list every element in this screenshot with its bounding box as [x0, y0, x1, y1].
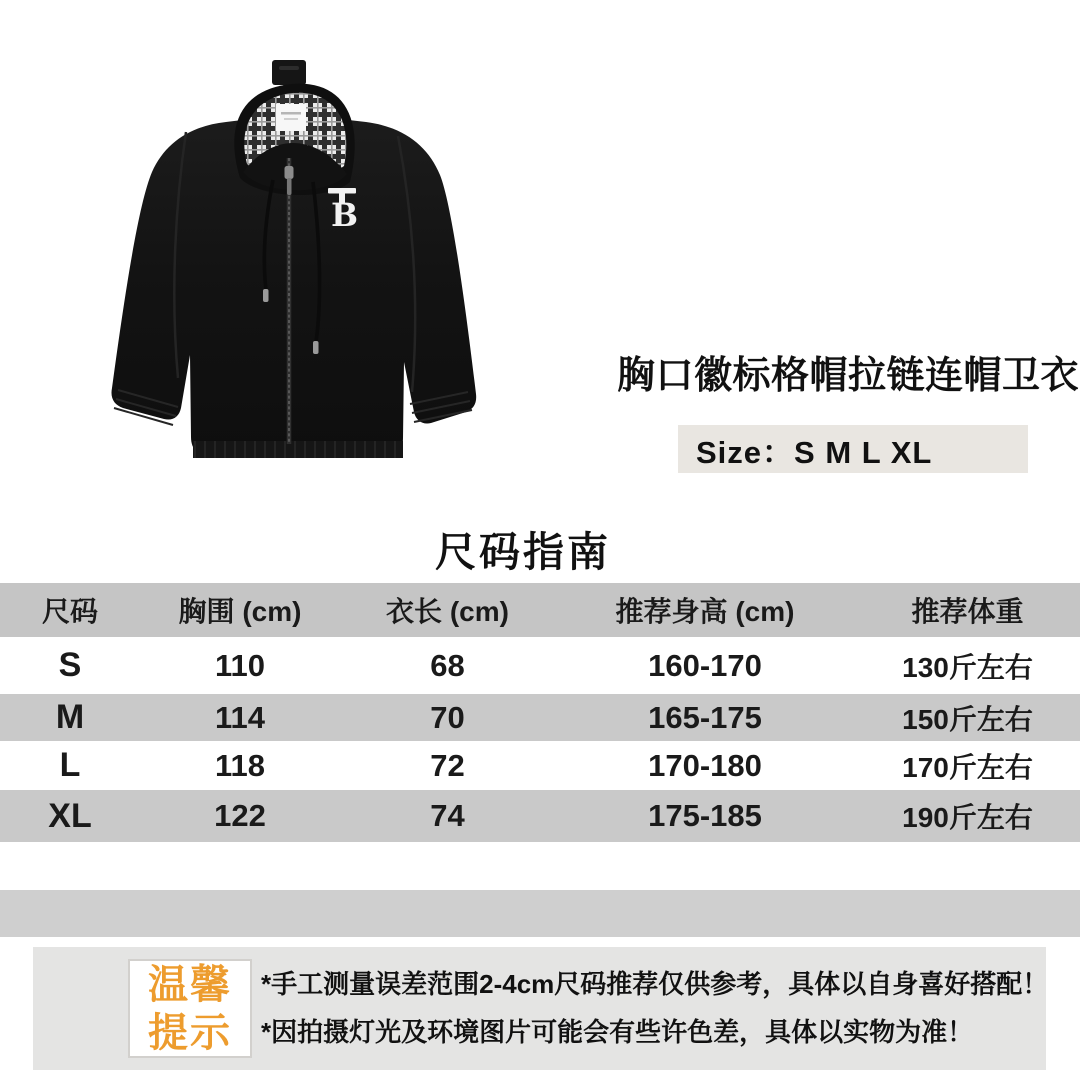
cell-weight: 130斤左右 [902, 651, 1033, 683]
cell-length: 68 [430, 647, 465, 683]
drawstring-aglet-left [263, 289, 269, 302]
hem-ribbing [193, 441, 403, 458]
col-header-chest: 胸围 (cm) [178, 596, 302, 627]
table-row-s [0, 637, 1080, 694]
table-row-l [0, 741, 1080, 790]
notice-line-2: *因拍摄灯光及环境图片可能会有些许色差，具体以实物为准！ [261, 1017, 974, 1047]
brand-tag [276, 104, 306, 131]
cell-chest: 114 [214, 699, 265, 735]
cell-length: 70 [430, 699, 465, 735]
size-chart-header-row [0, 583, 1080, 637]
product-photo [0, 0, 540, 500]
product-title: 胸口徽标格帽拉链连帽卫衣 [617, 355, 1080, 397]
warm-tips-line2: 提示 [148, 1010, 232, 1055]
warm-tips-badge [128, 959, 252, 1058]
notice-text [261, 960, 1048, 1056]
cell-weight: 190斤左右 [902, 802, 1033, 833]
cell-chest: 122 [214, 798, 266, 833]
cell-weight: 170斤左右 [902, 751, 1033, 783]
col-header-size: 尺码 [41, 596, 98, 627]
cell-length: 72 [430, 747, 465, 783]
cell-height: 170-180 [648, 747, 762, 783]
table-empty-row-gray [0, 890, 1080, 937]
size-options-label: Size：S M L XL [696, 434, 933, 470]
cell-height: 175-185 [648, 798, 762, 833]
drawstring-aglet-right [313, 341, 319, 354]
size-chart [0, 583, 1080, 937]
cell-weight: 150斤左右 [902, 703, 1033, 735]
hoodie-illustration [0, 0, 540, 500]
size-options-box [678, 425, 1028, 473]
warm-tips-line1: 温馨 [148, 962, 232, 1007]
cell-chest: 118 [214, 747, 265, 783]
cell-size: L [59, 746, 81, 784]
col-header-length: 衣长 (cm) [386, 596, 509, 627]
table-row-m [0, 694, 1080, 741]
cell-height: 165-175 [648, 699, 762, 735]
table-empty-row-white [0, 842, 1080, 890]
col-header-height: 推荐身高 (cm) [615, 596, 795, 627]
svg-text:B: B [331, 196, 359, 234]
notice-line-1: *手工测量误差范围2-4cm尺码推荐仅供参考，具体以自身喜好搭配！ [261, 969, 1049, 999]
cell-size: S [58, 646, 82, 684]
col-header-weight: 推荐体重 [911, 596, 1024, 627]
cell-length: 74 [430, 798, 465, 833]
cell-size: XL [48, 796, 92, 835]
cell-height: 160-170 [648, 647, 762, 683]
table-row-xl [0, 790, 1080, 842]
cell-size: M [55, 698, 85, 736]
notice-banner [33, 947, 1049, 1070]
size-guide-heading: 尺码指南 [435, 529, 611, 575]
cell-chest: 110 [214, 647, 265, 683]
